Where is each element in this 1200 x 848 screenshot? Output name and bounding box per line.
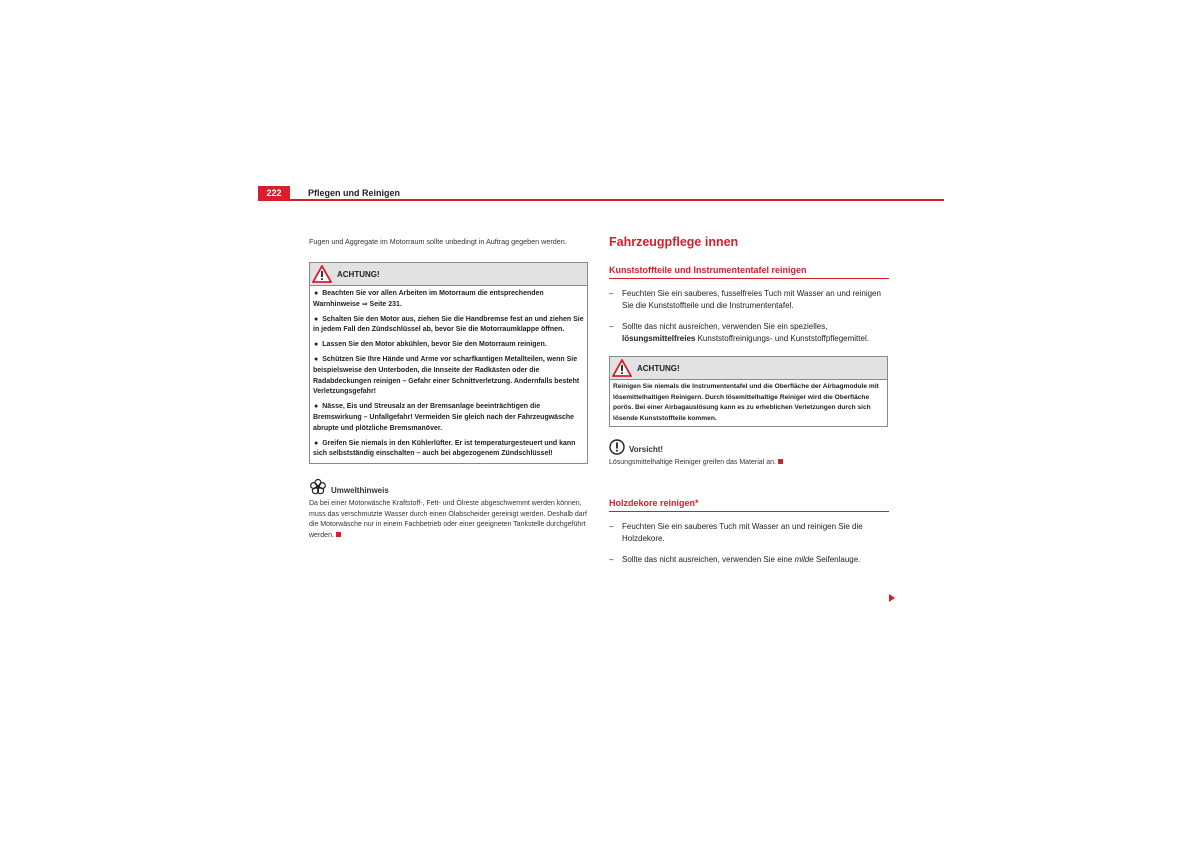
- warning-box: [309, 262, 588, 464]
- bullet-icon: ●: [314, 315, 319, 323]
- bullet-icon: ●: [314, 341, 319, 349]
- left-column: [309, 236, 589, 542]
- warning-item: ● Schalten Sie den Motor aus, ziehen Sie die Handbremse fest an und ziehen Sie in jedem Fall den Zündschlüssel ab, bevor Sie die Motorraumklappe öffnen.: [313, 315, 584, 334]
- warning-header: [610, 357, 887, 380]
- caution-header: [609, 438, 889, 455]
- environment-header: [309, 478, 589, 496]
- warning-title: ACHTUNG!: [337, 269, 380, 279]
- bullet-icon: ●: [314, 355, 319, 363]
- list-item: – Feuchten Sie ein sauberes, fusselfreies Tuch mit Wasser an und reinigen Sie die Kunststoffteile und die Instrumententafel.: [609, 289, 881, 310]
- list-item: – Feuchten Sie ein sauberes Tuch mit Wasser an und reinigen Sie die Holzdekore.: [609, 522, 863, 544]
- bullet-icon: ●: [314, 439, 319, 447]
- environment-title: Umwelthinweis: [331, 485, 389, 495]
- environment-text: Da bei einer Motorwäsche Kraftstoff-, Fett- und Ölreste abgeschwemmt werden können, muss das verschmutzte Wasser durch einen Ölabscheider gereinigt werden. Deshalb darf die Motorwäsche nur in einem Fachbetrieb oder einer geeigneten Tankstelle durchgeführt werden.: [309, 500, 587, 539]
- flower-icon: [309, 478, 327, 496]
- warning-item: ● Nässe, Eis und Streusalz an der Bremsanlage beeinträchtigen die Bremswirkung – Unfallgefahr! Vermeiden Sie gleich nach der Fahrzeugwäsche abrupte und plötzliche Bremsmanöver.: [313, 403, 575, 432]
- bullet-icon: ●: [314, 290, 319, 297]
- warning-triangle-icon: [612, 359, 632, 377]
- list-item: – Sollte das nicht ausreichen, verwenden Sie eine milde Seifenlauge.: [609, 555, 861, 565]
- warning-triangle-icon: [312, 265, 332, 283]
- end-marker-icon: [336, 532, 341, 537]
- warning-item: ● Schützen Sie Ihre Hände und Arme vor scharfkantigen Metallteilen, wenn Sie beispielsweise den Unterboden, die Innseite der Radkästen oder die Radabdeckungen reinigen – Gefahr einer Schnittverletzung. Andernfalls besteht Verletzungsgefahr!: [313, 355, 580, 396]
- subsection-title-plastics: Kunststoffteile und Instrumententafel reinigen: [609, 265, 889, 279]
- list-item: – Sollte das nicht ausreichen, verwenden Sie ein spezielles, lösungsmittelfreies Kunststoffreinigungs- und Kunststoffpflegemittel.: [609, 322, 869, 343]
- exclamation-circle-icon: [609, 439, 625, 455]
- warning-item: ● Greifen Sie niemals in den Kühlerlüfter. Er ist temperaturgesteuert und kann sich selbstständig einschalten – auch bei abgezogenem Zündschlüssel!: [313, 439, 576, 458]
- intro-text: Fugen und Aggregate im Motorraum sollte unbedingt in Auftrag gegeben werden.: [309, 237, 567, 246]
- next-page-arrow-icon: [889, 594, 895, 602]
- warning-title: ACHTUNG!: [637, 363, 680, 373]
- warning-item: ● Beachten Sie vor allen Arbeiten im Motorraum die entsprechenden Warnhinweise ⇒ Seite 231.: [313, 290, 544, 308]
- section-heading: Fahrzeugpflege innen: [609, 235, 739, 249]
- page-number: 222: [258, 186, 290, 201]
- subsection-title-wood: Holzdekore reinigen*: [609, 498, 889, 512]
- end-marker-icon: [778, 459, 783, 464]
- chapter-title: Pflegen und Reinigen: [308, 188, 401, 198]
- warning-body: [310, 286, 587, 463]
- header-rule: [258, 199, 944, 201]
- bullet-icon: ●: [314, 403, 319, 411]
- warning-header: [310, 263, 587, 286]
- caution-text: Lösungsmittelhaltige Reiniger greifen das Material an.: [609, 457, 889, 468]
- caution-title: Vorsicht!: [629, 445, 664, 455]
- warning-item: ● Lassen Sie den Motor abkühlen, bevor Sie den Motorraum reinigen.: [314, 341, 547, 349]
- warning-body: Reinigen Sie niemals die Instrumententafel und die Oberfläche der Airbagmodule mit lösemittelhaltigen Reinigern. Durch lösemittelhaltige Reiniger wird die Oberfläche porös. Bei einer Airbagauslösung kann es zu erheblichen Verletzungen durch sich lösende Kunststoffteile kommen.: [613, 383, 879, 422]
- warning-box-airbag: [609, 356, 888, 427]
- right-column: [609, 236, 889, 566]
